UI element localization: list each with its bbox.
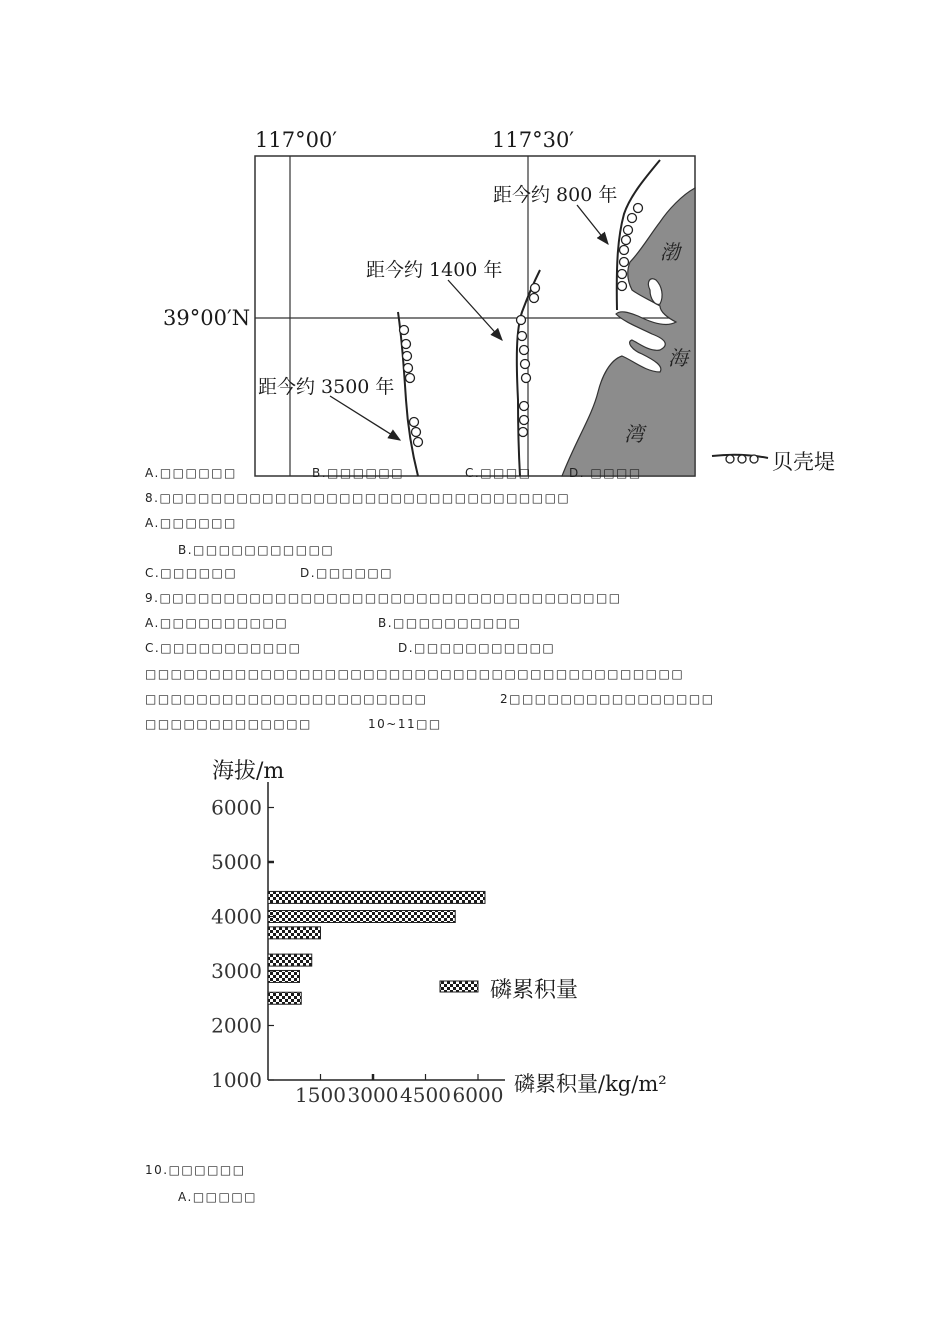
q9-option-c: C.□□□□□□□□□□□: [145, 641, 302, 655]
x-tick-label-3: 6000: [452, 1083, 504, 1107]
bar-4: [268, 970, 300, 982]
sea-label-wan: 湾: [624, 422, 644, 446]
q9-stem: 9.□□□□□□□□□□□□□□□□□□□□□□□□□□□□□□□□□□□□: [145, 591, 622, 605]
lon-117-00-label: 117°00′: [255, 128, 338, 152]
sea-label-hai: 海: [668, 346, 688, 370]
q8-option-c: C.□□□□□□: [145, 566, 238, 580]
legend-shell-ridge-label: 贝壳堤: [772, 450, 835, 474]
y-tick-label-2: 4000: [211, 904, 262, 929]
q8-option-b: B.□□□□□□□□□□□: [178, 543, 335, 557]
bar-1: [268, 911, 455, 923]
legend-swatch: [440, 981, 478, 992]
q8-option-d: D.□□□□□□: [300, 566, 394, 580]
chart-legend-label: 磷累积量: [490, 978, 579, 1003]
y-tick-label-0: 6000: [211, 795, 262, 820]
intro-line-2b: 2□□□□□□□□□□□□□□□□: [500, 692, 715, 706]
intro-line-3b: 10~11□□: [368, 717, 442, 731]
x-tick-label-1: 3000: [347, 1083, 399, 1107]
y-tick-label-1: 5000: [211, 850, 262, 874]
q7-option-d: D. □□□□: [569, 466, 642, 480]
chart-x-title: 磷累积量/kg/m²: [514, 1072, 667, 1096]
lat-39-00-label: 39°00′N: [163, 306, 251, 330]
x-tick-label-2: 4500: [400, 1083, 451, 1107]
sea-label-bo: 渤: [660, 240, 680, 264]
q10-option-a: A.□□□□□: [178, 1190, 258, 1204]
bar-0: [268, 891, 485, 903]
y-tick-label-4: 2000: [211, 1013, 262, 1038]
q7-option-c: C.□□□□: [465, 466, 532, 480]
lon-117-30-label: 117°30′: [492, 128, 575, 152]
q8-option-a: A.□□□□□□: [145, 516, 237, 530]
intro-line-1: □□□□□□□□□□□□□□□□□□□□□□□□□□□□□□□□□□□□□□□□□□: [145, 667, 685, 681]
q7-option-a: A.□□□□□□: [145, 466, 237, 480]
q10-stem: 10.□□□□□□: [145, 1163, 246, 1177]
q7-option-b: B.□□□□□□: [312, 466, 405, 480]
y-tick-label-3: 3000: [211, 959, 262, 983]
q9-option-b: B.□□□□□□□□□□: [378, 616, 522, 630]
bar-5: [268, 992, 301, 1004]
bar-2: [268, 927, 321, 939]
label-3500-years: 距今约 3500 年: [258, 376, 395, 398]
intro-line-2a: □□□□□□□□□□□□□□□□□□□□□□: [145, 692, 428, 706]
intro-line-3a: □□□□□□□□□□□□□: [145, 717, 312, 731]
label-1400-years: 距今约 1400 年: [366, 259, 503, 281]
q9-option-d: D.□□□□□□□□□□□: [398, 641, 556, 655]
chart-y-title: 海拔/m: [212, 759, 285, 784]
q8-stem: 8.□□□□□□□□□□□□□□□□□□□□□□□□□□□□□□□□: [145, 491, 571, 505]
bar-3: [268, 954, 312, 966]
q9-option-a: A.□□□□□□□□□□: [145, 616, 289, 630]
label-800-years: 距今约 800 年: [493, 184, 618, 206]
x-tick-label-0: 1500: [295, 1083, 346, 1107]
y-tick-label-5: 1000: [211, 1068, 262, 1092]
